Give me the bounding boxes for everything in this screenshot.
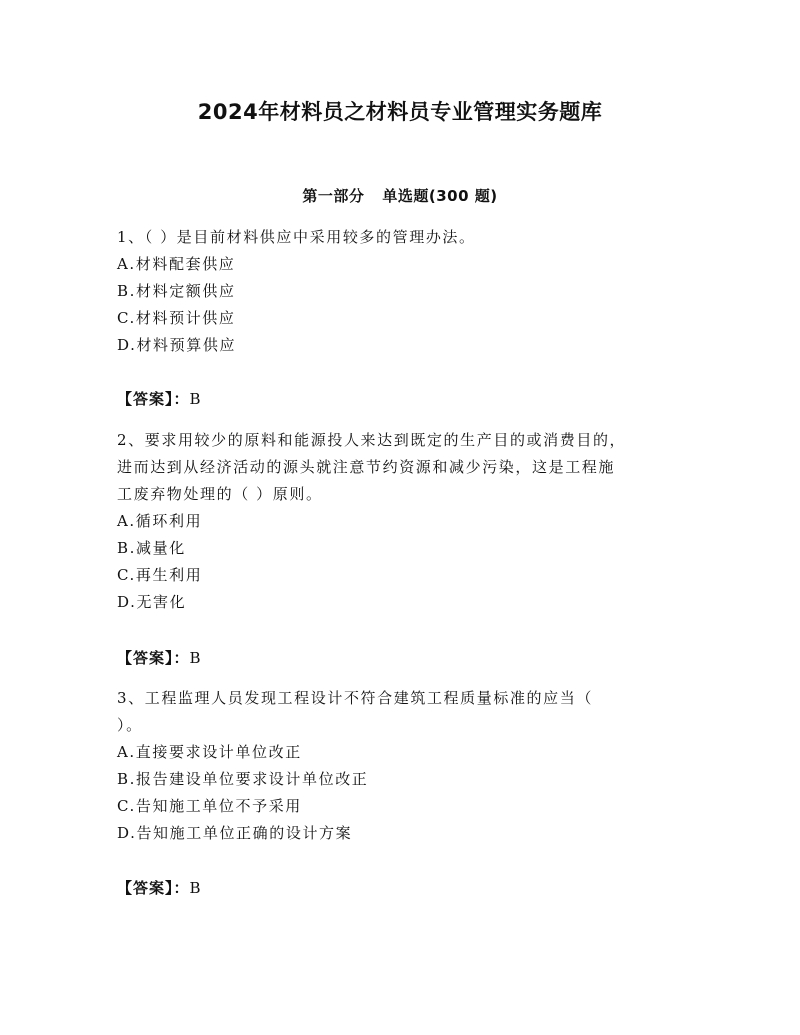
question-2-stem-line-3: 工废弃物处理的（ ）原则。	[117, 485, 323, 503]
question-3-option-d: D.告知施工单位正确的设计方案	[117, 824, 353, 842]
question-2-stem-line-2: 进而达到从经济活动的源头就注意节约资源和减少污染，这是工程施	[117, 458, 616, 476]
question-1-answer	[117, 389, 201, 409]
question-1-stem-line-1: 1、（ ）是目前材料供应中采用较多的管理办法。	[117, 228, 476, 246]
question-1-option-a: A.材料配套供应	[117, 255, 236, 273]
question-2-option-d: D.无害化	[117, 593, 187, 611]
question-2-option-c: C.再生利用	[117, 566, 203, 584]
page-title: 2024年材料员之材料员专业管理实务题库	[197, 100, 603, 124]
section-title	[0, 185, 800, 206]
question-3-answer	[117, 878, 201, 898]
section-part: 第一部分	[302, 187, 365, 205]
answer-value: B	[189, 649, 201, 667]
answer-label: 【答案】：	[117, 390, 190, 408]
answer-label: 【答案】：	[117, 879, 190, 897]
question-2-answer	[117, 648, 201, 668]
question-1-option-c: C.材料预计供应	[117, 309, 236, 327]
answer-label: 【答案】：	[117, 649, 190, 667]
question-3-stem-line-1: 3、工程监理人员发现工程设计不符合建筑工程质量标准的应当（	[117, 689, 593, 707]
answer-value: B	[189, 879, 201, 897]
question-2-option-b: B.减量化	[117, 539, 186, 557]
question-3-option-b: B.报告建设单位要求设计单位改正	[117, 770, 369, 788]
question-2-option-a: A.循环利用	[117, 512, 203, 530]
question-3-option-a: A.直接要求设计单位改正	[117, 743, 302, 761]
question-2-stem-line-1: 2、要求用较少的原料和能源投人来达到既定的生产目的或消费目的，	[117, 431, 627, 449]
answer-value: B	[189, 390, 201, 408]
question-1-option-d: D.材料预算供应	[117, 336, 237, 354]
question-3-stem-line-2: ）。	[117, 716, 143, 734]
section-heading: 单选题(300 题)	[382, 187, 498, 205]
question-3-option-c: C.告知施工单位不予采用	[117, 797, 302, 815]
question-1-option-b: B.材料定额供应	[117, 282, 236, 300]
